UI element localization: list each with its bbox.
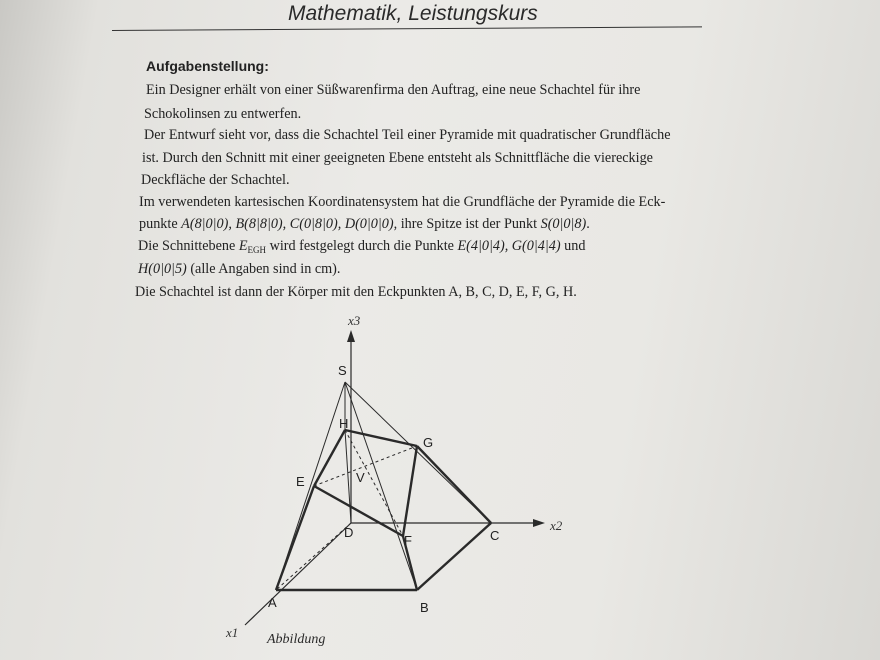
point-label-e: E [296,474,305,489]
point-label-b: B [420,600,429,615]
edge-HE [314,430,345,486]
line8-prefix: Die Schnittebene [138,238,239,254]
axis-x2-arrow [533,519,545,527]
point-label-f: F [404,533,412,548]
edge-AE [276,486,314,590]
point-label-a: A [268,595,277,610]
plane-symbol: E [238,238,248,254]
line7-mid: , ihre Spitze ist der Punkt [393,216,541,232]
line8-end: und [560,238,586,254]
apex-point: S(0|0|8) [540,216,587,232]
plane-points: E(4|0|4), G(0|4|4) [457,238,561,254]
point-label-c: C [490,528,500,543]
plane-subscript: EGH [247,245,267,255]
edge-EG-hidden [314,446,417,486]
point-label-g: G [423,435,434,450]
task-line-2: Schokolinsen zu entwerfen. [144,106,302,122]
point-label-h: H [339,416,349,431]
base-points: A(8|0|0), B(8|8|0), C(0|8|0), D(0|0|0) [181,216,394,232]
axis-x3-label: x3 [348,313,361,328]
figure-caption: Abbildung [267,632,326,647]
point-label-d: D [344,525,354,540]
task-line-1: Ein Designer erhält von einer Süßwarenfirma den Auftrag, eine neue Schachtel für ihre [146,82,641,98]
line7-end: . [586,216,590,232]
task-line-10: Die Schachtel ist dann der Körper mit den Eckpunkten A, B, C, D, E, F, G, H. [135,284,577,300]
axis-x1-label: x1 [226,625,239,640]
axis-x2-label: x2 [550,518,563,533]
axis-x3-arrow [347,330,355,342]
edge-GH [345,430,417,446]
task-line-5: Deckfläche der Schachtel. [141,172,290,188]
task-line-4: ist. Durch den Schnitt mit einer geeigneten Ebene entsteht als Schnittfläche die viereckige [142,150,653,166]
line9-rest: (alle Angaben sind in cm). [186,261,341,277]
point-label-v: V [356,470,365,485]
point-h: H(0|0|5) [138,261,187,277]
edge-SB [345,382,417,590]
line7-prefix: punkte [139,216,182,232]
task-line-6: Im verwendeten kartesischen Koordinatensystem hat die Grundfläche der Pyramide die Eck- [139,194,666,210]
edge-HD [345,430,351,523]
line8-mid: wird festgelegt durch die Punkte [266,238,458,254]
axis-x1 [245,523,354,625]
point-label-s: S [338,363,347,378]
edge-BC [417,523,491,590]
page-header-title: Mathematik, Leistungskurs [288,2,538,25]
task-heading: Aufgabenstellung: [146,58,269,74]
task-line-3: Der Entwurf sieht vor, dass die Schachtel Teil einer Pyramide mit quadratischer Grundfläche [144,127,671,143]
edge-CG [417,446,491,523]
